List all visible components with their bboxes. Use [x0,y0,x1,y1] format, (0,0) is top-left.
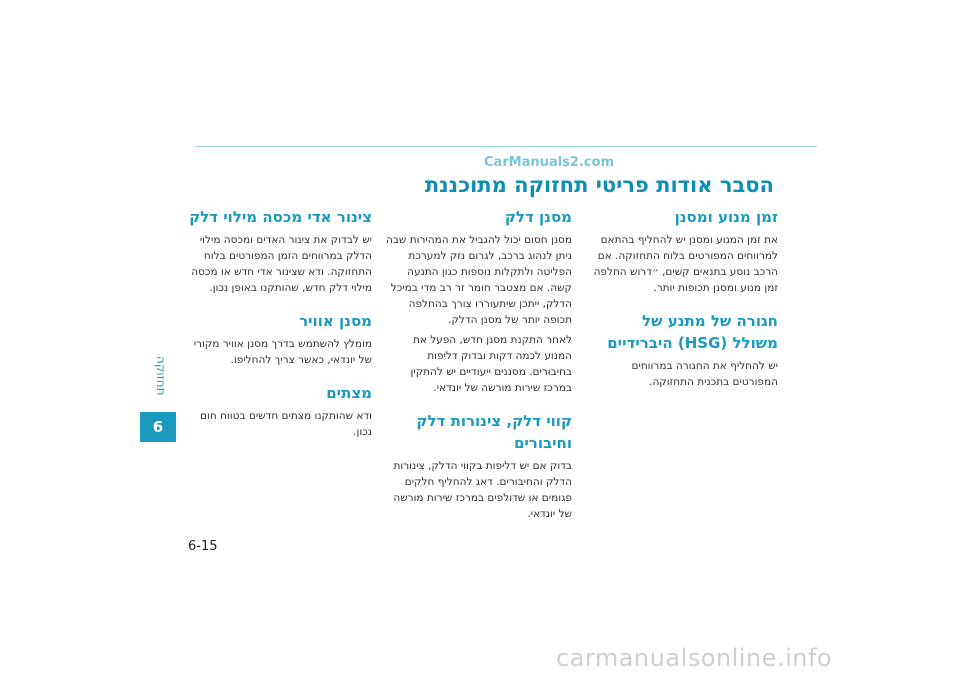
column-3 [186,206,372,440]
watermark-top: CarManuals2.com [484,155,615,170]
top-divider [195,146,817,147]
section-body: יש להחליף את החגורה במרווחים המפורטים בתכנית התחזוקה. [631,360,778,388]
column-2 [386,206,572,522]
section-title: מצתים [326,384,372,402]
section-body: מסנן חסום יכול להגביל את המהירות שבה ניתן לנהוג ברכב, לגרום נזק למערכת הפליטה ולתקלות נוספות כגון התנעה קשה. אם מצטבר חומר זר רב מדי במיכל הדלק, ייתכן שיתעוררו צורך בהחלפה תכופה יותר של מסנן הדלק. [386,234,572,326]
section-title: זמן מנוע ומסנן [674,208,778,226]
page-title: הסבר אודות פריטי תחזוקה מתוכננת [424,173,774,197]
chapter-tab-label: תחזוקה [154,356,168,396]
page-number: 6-15 [188,539,218,554]
section-title: צינור אדי מכסה מילוי דלק [189,208,372,226]
column-1 [592,206,778,390]
section-title: קווי דלק, צינורות דלק וחיבורים [416,412,572,452]
section-body: יש לבדוק את צינור האדים ומכסה מילוי הדלק במרווחים הזמן המפורטים בלוח התחזוקה. ודא שצינור אדי חדש או מכסה מילוי דלק חדש, שהותקנו באופן נכון. [191,234,372,294]
section-body: בדוק אם יש דליפות בקווי הדלק, צינורות הדלק והחיבורים. דאג להחליף חלקים פגומים או שדולפים במרכז שירות מורשה של יונדאי. [393,460,572,520]
section-body: ודא שהותקנו מצתים חדשים בטווח חום נכון. [200,410,372,438]
section-body: לאחר התקנת מסנן חדש, הפעל את המנוע לכמה דקות ובדוק דליפות בחיבורים. מסננים ייעודיים יש להתקין במרכז שירות מורשה של יונדאי. [410,334,572,394]
chapter-tab-number: 6 [140,412,176,442]
watermark-bottom: carmanualsonline.info [556,644,833,672]
section-body: מומלץ להשתמש בדרך מסנן אוויר מקורי של יונדאי, כאשר צריך להחליפו. [193,338,372,366]
section-title: מסנן דלק [504,208,572,226]
section-title: חגורה של מתנע של משולל (HSG) היברידיים [607,312,778,352]
section-title: מסנן אוויר [299,312,372,330]
section-body: את זמן המנוע ומסנן יש להחליף בהתאם למרווחים המפורטים בלוח התחזוקה. אם הרכב נוסע בתנאים קשים, ״דרוש החלפה זמן מנוע ומסנן תכופות יותר. [593,234,778,294]
